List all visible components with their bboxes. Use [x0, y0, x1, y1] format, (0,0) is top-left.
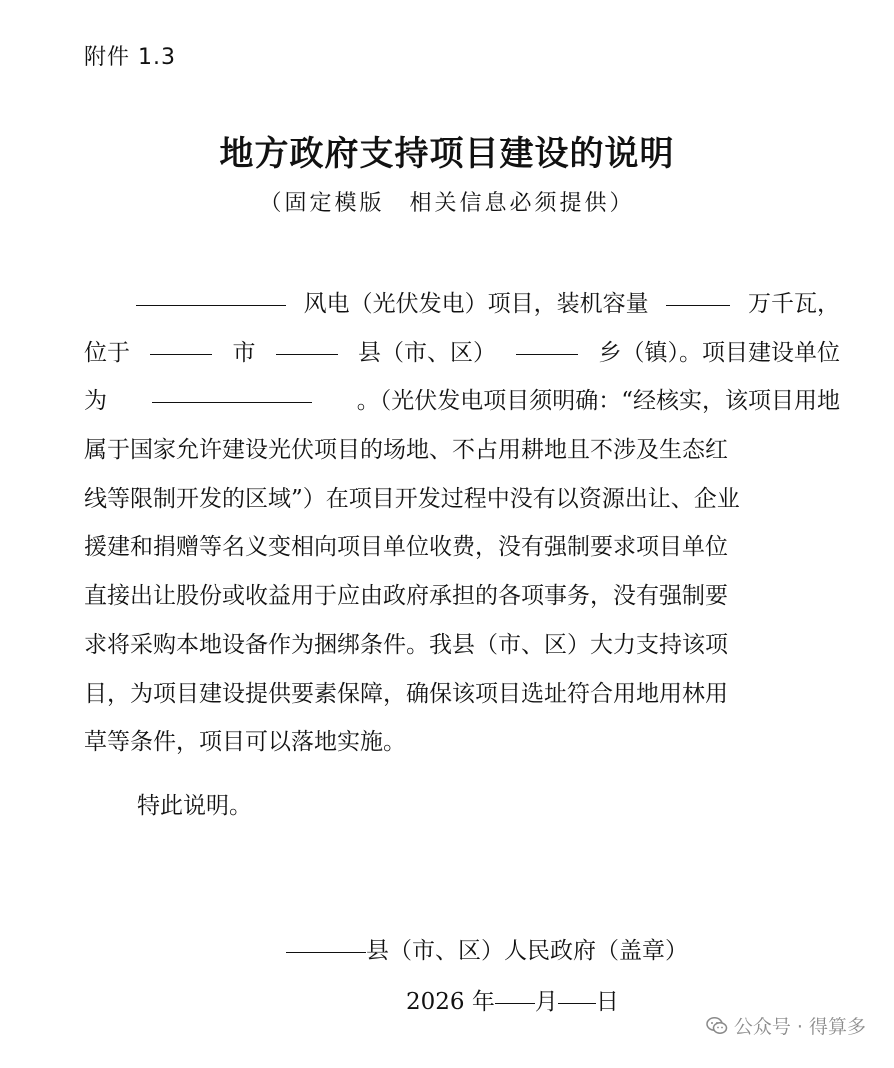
paragraph-line: 目，为项目建设提供要素保障，确保该项目选址符合用地用林用 — [84, 680, 728, 707]
paragraph-line-3 — [84, 377, 840, 426]
paragraph-line: 属于国家允许建设光伏项目的场地、不占用耕地且不涉及生态红 — [84, 437, 728, 464]
line3-text-b: 。（光伏发电项目须明确：“经核实，该项目用地 — [356, 388, 840, 415]
date-year: 2026 年 — [406, 989, 495, 1015]
date-month: 月 — [534, 989, 558, 1015]
paragraph-line: 援建和捐赠等名义变相向项目单位收费，没有强制要求项目单位 — [84, 534, 728, 561]
closing-statement: 特此说明。 — [137, 793, 252, 819]
signature-line — [286, 927, 688, 975]
township-blank — [516, 353, 578, 355]
county-name-blank — [286, 951, 366, 953]
signature-text: 县（市、区）人民政府（盖章） — [366, 938, 688, 964]
paragraph-line: 线等限制开发的区域”）在项目开发过程中没有以资源出让、企业 — [84, 485, 740, 512]
project-name-blank — [136, 304, 286, 306]
paragraph-line-2 — [84, 329, 840, 378]
city-blank — [150, 353, 212, 355]
line2-text-a: 位于 — [84, 339, 130, 366]
date-line — [406, 978, 619, 1026]
date-day: 日 — [595, 989, 619, 1015]
line1-text-a: 风电（光伏发电）项目，装机容量 — [303, 291, 649, 317]
document-title: 地方政府支持项目建设的说明 — [219, 134, 675, 174]
line2-text-c: 县（市、区） — [358, 339, 496, 366]
wechat-icon — [706, 1015, 728, 1037]
watermark — [706, 1012, 866, 1039]
line1-text-b: 万千瓦， — [747, 291, 840, 317]
paragraph-line: 求将采购本地设备作为捆绑条件。我县（市、区）大力支持该项 — [84, 631, 728, 658]
day-blank — [558, 1002, 596, 1004]
main-paragraph — [84, 280, 840, 767]
county-blank — [276, 353, 338, 355]
paragraph-line-1 — [84, 280, 840, 329]
line2-text-b: 市 — [232, 339, 256, 366]
paragraph-line: 直接出让股份或收益用于应由政府承担的各项事务，没有强制要 — [84, 583, 728, 610]
line2-text-d: 乡（镇）。项目建设单位 — [598, 339, 840, 366]
construction-unit-blank — [152, 401, 312, 403]
month-blank — [495, 1002, 535, 1004]
watermark-text: 公众号 · 得算多 — [733, 1016, 866, 1038]
attachment-label: 附件 1.3 — [84, 45, 176, 70]
document-subtitle: （固定模版 相关信息必须提供） — [259, 191, 635, 216]
capacity-blank — [666, 304, 730, 306]
paragraph-line: 草等条件，项目可以落地实施。 — [84, 729, 406, 756]
line3-text-a: 为 — [84, 388, 107, 415]
